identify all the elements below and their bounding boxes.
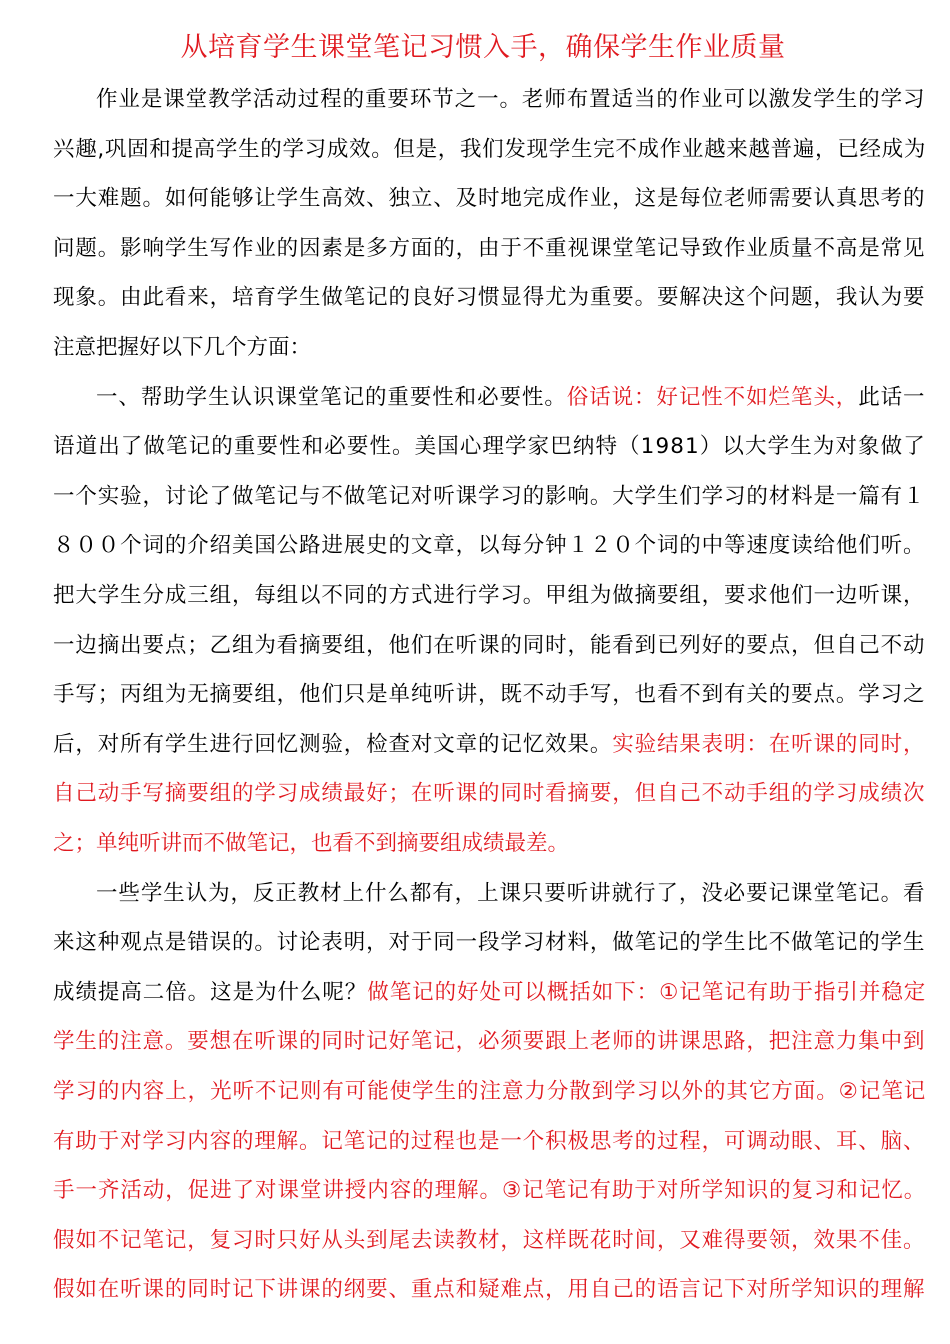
highlighted-text: 学生的注意。要想在听课的同时记好笔记，必须要跟上老师的讲课思路，把注意力集中到 xyxy=(53,1029,926,1055)
highlighted-text: 俗话说：好记性不如烂笔头， xyxy=(566,384,859,410)
text-run: 作业是课堂教学活动过程的重要环节之一。老师布置适当的作业可以激发学生的学习 xyxy=(96,87,926,112)
text-line xyxy=(96,75,925,125)
text-run: 此话一 xyxy=(858,384,926,410)
highlighted-text: 自己动手写摘要组的学习成绩最好；在听课的同时看摘要，但自己不动手组的学习成绩次 xyxy=(53,781,926,807)
text-line xyxy=(53,571,925,621)
text-line xyxy=(53,918,925,968)
text-line xyxy=(53,720,925,770)
text-line xyxy=(53,273,925,323)
text-line xyxy=(53,174,925,224)
text-line xyxy=(53,224,925,274)
highlighted-text: 手一齐活动，促进了对课堂讲授内容的理解。③记笔记有助于对所学知识的复习和记忆。 xyxy=(53,1178,927,1204)
text-line xyxy=(53,1017,925,1067)
document-title: 从培育学生课堂笔记习惯入手，确保学生作业质量 xyxy=(180,32,786,63)
text-line xyxy=(96,869,925,919)
text-run: 一大难题。如何能够让学生高效、独立、及时地完成作业，这是每位老师需要认真思考的 xyxy=(53,186,926,212)
highlighted-text: 实验结果表明：在听课的同时， xyxy=(612,731,926,757)
text-line xyxy=(53,1117,925,1167)
highlighted-text: 假如在听课的同时记下讲课的纲要、重点和疑难点，用自己的语言记下对所学知识的理解 xyxy=(53,1277,926,1303)
text-line xyxy=(53,1265,925,1315)
text-line xyxy=(96,373,925,423)
text-line xyxy=(53,125,926,175)
highlighted-text: 假如不记笔记，复习时只好从头到尾去读教材，这样既花时间，又难得要领，效果不佳。 xyxy=(53,1227,926,1253)
text-run: 注意把握好以下几个方面： xyxy=(53,335,312,360)
text-line xyxy=(53,472,925,522)
text-run: 兴趣,巩固和提高学生的学习成效。但是，我们发现学生完不成作业越来越普遍，已经成为 xyxy=(53,136,927,162)
text-run: 成绩提高二倍。这是为什么呢？ xyxy=(53,979,368,1005)
text-run: 现象。由此看来，培育学生做笔记的良好习惯显得尤为重要。要解决这个问题，我认为要 xyxy=(53,285,926,311)
text-line xyxy=(53,1067,926,1117)
text-run: 来这种观点是错误的。讨论表明，对于同一段学习材料，做笔记的学生比不做笔记的学生 xyxy=(53,930,926,956)
text-run: ８００个词的介绍美国公路进展史的文章，以每分钟１２０个词的中等速度读给他们听。 xyxy=(53,533,926,559)
text-line xyxy=(53,621,925,671)
highlighted-text: 做笔记的好处可以概括如下：①记笔记有助于指引并稳定 xyxy=(367,979,927,1005)
text-line xyxy=(53,968,926,1018)
highlighted-text: 学习的内容上，光听不记则有可能使学生的注意力分散到学习以外的其它方面。②记笔记 xyxy=(53,1079,927,1104)
text-line xyxy=(53,422,926,472)
highlighted-text: 有助于对学习内容的理解。记笔记的过程也是一个积极思考的过程，可调动眼、耳、脑、 xyxy=(53,1128,926,1154)
text-run: 语道出了做笔记的重要性和必要性。美国心理学家巴纳特（1981）以大学生为对象做了 xyxy=(53,434,926,460)
text-run: 一边摘出要点；乙组为看摘要组，他们在听课的同时，能看到已列好的要点，但自己不动 xyxy=(53,632,926,658)
text-run: 后，对所有学生进行回忆测验，检查对文章的记忆效果。 xyxy=(53,731,613,757)
highlighted-text: 之；单纯听讲而不做笔记，也看不到摘要组成绩最差。 xyxy=(53,831,570,856)
text-line xyxy=(53,819,569,869)
text-line xyxy=(53,1166,926,1216)
text-line xyxy=(53,769,925,819)
text-line xyxy=(53,670,925,720)
text-line xyxy=(53,323,311,373)
text-run: 一些学生认为，反正教材上什么都有，上课只要听讲就行了，没必要记课堂笔记。看 xyxy=(96,880,926,906)
text-run: 手写；丙组为无摘要组，他们只是单纯听讲，既不动手写，也看不到有关的要点。学习之 xyxy=(53,682,926,708)
text-run: 把大学生分成三组，每组以不同的方式进行学习。甲组为做摘要组，要求他们一边听课， xyxy=(53,583,926,608)
text-line xyxy=(53,1216,925,1266)
text-line xyxy=(53,521,925,571)
text-run: 一、帮助学生认识课堂笔记的重要性和必要性。 xyxy=(96,384,567,410)
text-run: 一个实验，讨论了做笔记与不做笔记对听课学习的影响。大学生们学习的材料是一篇有１ xyxy=(53,483,926,509)
text-run: 问题。影响学生写作业的因素是多方面的，由于不重视课堂笔记导致作业质量不高是常见 xyxy=(53,235,926,261)
